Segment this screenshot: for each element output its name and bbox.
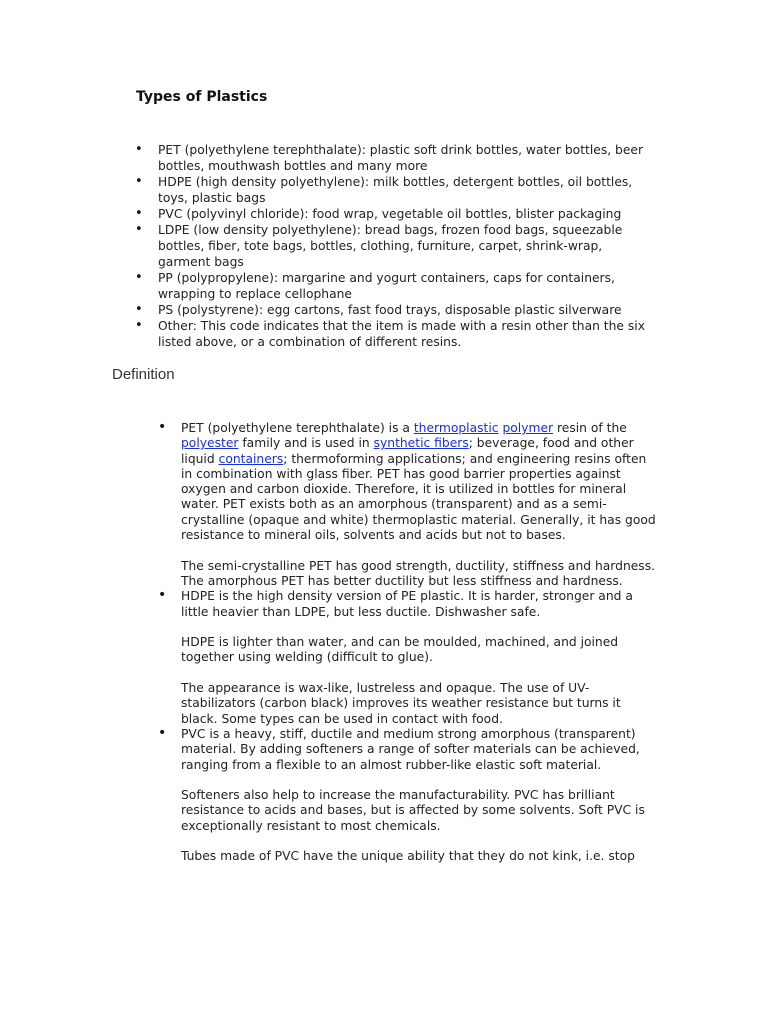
link-polyester[interactable]: polyester bbox=[181, 436, 239, 451]
list-item: • Other: This code indicates that the item is made with a resin other than the six listed above, or a combination of different resins. bbox=[158, 318, 658, 350]
pet-text: ; beverage, food and other liquid bbox=[181, 436, 634, 466]
pet-text: PET (polyethylene terephthalate) is a bbox=[181, 421, 414, 435]
list-item: • PS (polystyrene): egg cartons, fast food trays, disposable plastic silverware bbox=[158, 302, 658, 318]
list-item: • LDPE (low density polyethylene): bread bags, frozen food bags, squeezable bottles, fiber, tote bags, bottles, clothing, furniture, carpet, shrink-wrap, garment bags bbox=[158, 222, 658, 270]
pet-text: family and is used in bbox=[238, 436, 374, 451]
pvc-paragraph-3: Tubes made of PVC have the unique ability that they do not kink, i.e. stop bbox=[181, 849, 635, 864]
definition-item-pet bbox=[181, 421, 656, 589]
list-item: • HDPE (high density polyethylene): milk bottles, detergent bottles, oil bottles, toys, plastic bags bbox=[158, 174, 658, 206]
list-item: • PP (polypropylene): margarine and yogurt containers, caps for containers, wrapping to replace cellophane bbox=[158, 270, 658, 302]
pet-paragraph bbox=[181, 421, 656, 543]
list-item: • PET (polyethylene terephthalate): plastic soft drink bottles, water bottles, beer bottles, mouthwash bottles and many more bbox=[158, 142, 658, 174]
definition-item-pvc bbox=[181, 727, 656, 865]
definitions-list bbox=[181, 421, 656, 865]
link-containers[interactable]: containers bbox=[218, 451, 284, 466]
definition-item-hdpe bbox=[181, 589, 656, 727]
pet-text: resin of the bbox=[553, 421, 627, 435]
hdpe-paragraph-1: • HDPE is the high density version of PE plastic. It is harder, stronger and a little heavier than LDPE, but less ductile. Dishwasher safe. bbox=[181, 589, 633, 619]
definition-heading: Definition bbox=[112, 366, 175, 383]
hdpe-paragraph-2: HDPE is lighter than water, and can be moulded, machined, and joined together using welding (difficult to glue). bbox=[181, 635, 619, 665]
pet-paragraph-2: The semi-crystalline PET has good strength, ductility, stiffness and hardness. The amorphous PET has better ductility but less stiffness and hardness. bbox=[181, 558, 656, 588]
hdpe-paragraph-3: The appearance is wax-like, lustreless and opaque. The use of UV-stabilizators (carbon black) improves its weather resistance but turns it black. Some types can be used in contact with food. bbox=[181, 681, 621, 726]
pvc-paragraph-1: • PVC is a heavy, stiff, ductile and medium strong amorphous (transparent) material. By adding softeners a range of softer materials can be achieved, ranging from a flexible to an almost rubber-like elastic soft material. bbox=[181, 726, 640, 772]
pet-text: ; thermoforming applications; and engineering resins often in combination with glass fiber. PET has good barrier properties against oxygen and carbon dioxide. Therefore, it is utilized in bottles for mineral water. PET exists both as an amorphous (transparent) and as a semi-crystalline (opaque and white) thermoplastic material. Generally, it has good resistance to mineral oils, solvents and acids but not to bases. bbox=[181, 451, 656, 543]
link-polymer[interactable]: polymer bbox=[502, 421, 554, 435]
plastic-types-list bbox=[158, 142, 658, 350]
page-title: Types of Plastics bbox=[136, 89, 268, 105]
link-synthetic-fibers[interactable]: synthetic fibers bbox=[373, 436, 469, 451]
pvc-paragraph-2: Softeners also help to increase the manufacturability. PVC has brilliant resistance to acids and bases, but is affected by some solvents. Soft PVC is exceptionally resistant to most chemicals. bbox=[181, 788, 645, 833]
link-thermoplastic[interactable]: thermoplastic bbox=[413, 421, 499, 435]
list-item: • PVC (polyvinyl chloride): food wrap, vegetable oil bottles, blister packaging bbox=[158, 206, 658, 222]
